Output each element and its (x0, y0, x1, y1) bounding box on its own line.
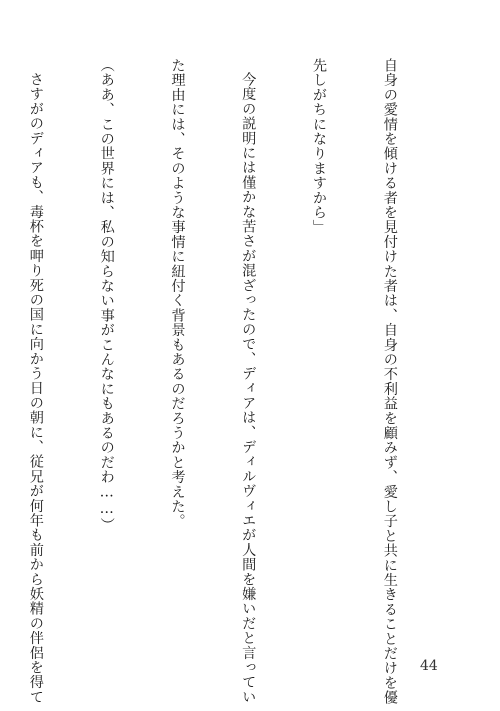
text-line: さすがのディアも、毒杯を呷り死の国に向かう日の朝に、従兄が何年も前から妖精の伴侶を得て (27, 72, 44, 705)
text-line: た理由には、そのような事情に紐付く背景もあるのだろうかと考えた。 (169, 58, 186, 529)
text-line: 先しがちになりますから」 (311, 58, 328, 235)
text-line: 自身の愛情を傾ける者を見付けた者は、自身の不利益を顧みず、愛し子と共に生きることだけを優 (381, 58, 398, 705)
page-number: 44 (420, 658, 438, 674)
text-line: （ああ、この世界には、私の知らない事がこんなにもあるのだわ……） (98, 58, 115, 532)
text-line: 今度の説明には僅かな苦さが混ざったので、ディアは、ディルヴィエが人間を嫌いだと言ってい (240, 72, 257, 705)
